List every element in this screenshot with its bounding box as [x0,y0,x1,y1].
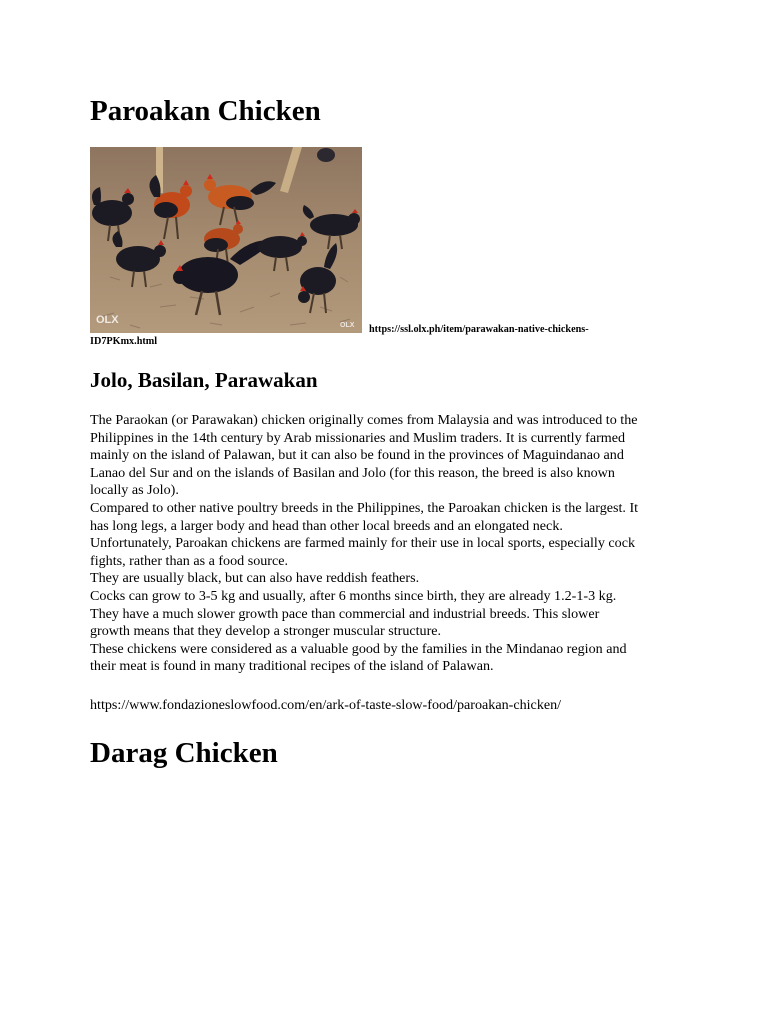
source-link[interactable]: https://www.fondazioneslowfood.com/en/ark-of-taste-slow-food/paroakan-chicken/ [90,697,562,713]
body-line: Compared to other native poultry breeds in the Philippines, the Paroakan chicken is the largest. It [90,499,639,516]
section-subtitle: Jolo, Basilan, Parawakan [90,368,318,392]
olx-watermark-small: OLX [340,322,355,329]
body-line: Cocks can grow to 3-5 kg and usually, after 6 months since birth, they are already 1.2-1-3 kg. [90,587,617,604]
body-line: mainly on the island of Palawan, but it can also be found in the provinces of Maguindanao and [90,447,624,464]
body-line: has long legs, a larger body and head than other local breeds and an elongated neck. [90,517,563,534]
section-title-paroakan-chicken: Paroakan Chicken [90,95,321,127]
olx-watermark: OLX [96,314,119,326]
body-line: Philippines in the 14th century by Arab missionaries and Muslim traders. It is currently farmed [90,429,626,446]
chicken-photo [90,147,362,333]
image-caption-line-2: ID7PKmx.html [90,336,158,347]
body-line: Unfortunately, Paroakan chickens are farmed mainly for their use in local sports, especially cock [90,535,636,552]
body-line: They are usually black, but can also have reddish feathers. [90,570,420,587]
body-line: They have a much slower growth pace than commercial and industrial breeds. This slower [90,605,600,622]
body-line: growth means that they develop a stronger muscular structure. [90,623,442,640]
section-title-darag-chicken: Darag Chicken [90,737,278,769]
body-line: These chickens were considered as a valuable good by the families in the Mindanao region and [90,640,627,657]
body-line: The Paraokan (or Parawakan) chicken originally comes from Malaysia and was introduced to the [90,412,638,428]
image-caption-line-1: https://ssl.olx.ph/item/parawakan-native-chickens- [369,324,589,335]
body-line: fights, rather than as a food source. [90,552,289,569]
body-line: their meat is found in many traditional recipes of the island of Palawan. [90,658,494,675]
body-line: locally as Jolo). [90,482,179,499]
body-paragraph [90,412,690,676]
body-line: Lanao del Sur and on the islands of Basilan and Jolo (for this reason, the breed is also known [90,464,615,481]
